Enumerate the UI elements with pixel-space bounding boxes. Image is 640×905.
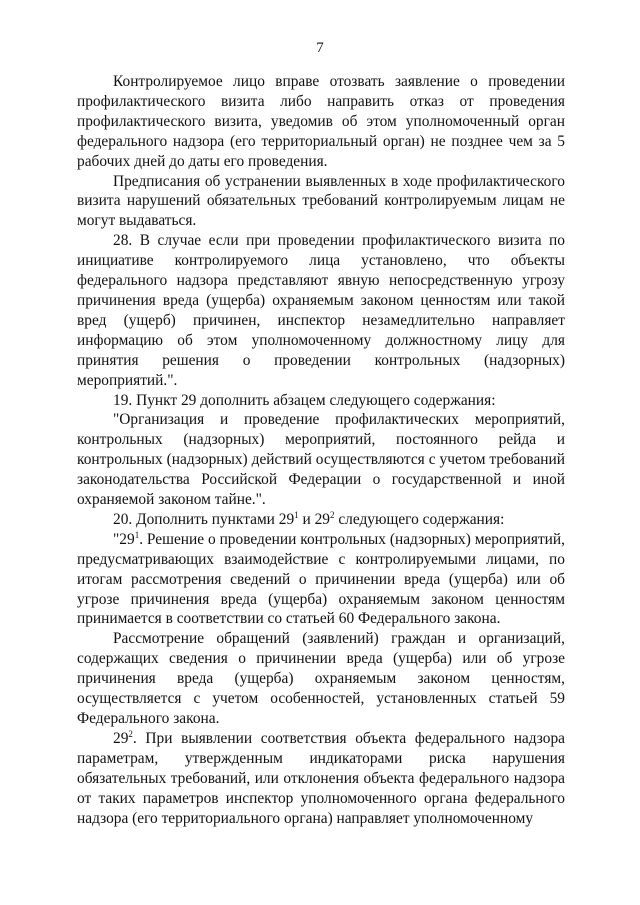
superscript-1: 1	[134, 529, 140, 540]
superscript-2: 2	[128, 728, 133, 739]
item-29-1-number: "29	[113, 530, 135, 548]
amendment-20-text-end: следующего содержания:	[334, 510, 505, 528]
item-29-2-text: . При выявлении соответствия объекта федерального надзора параметрам, утвержденным индикаторами риска нарушения обязательных требований, или отклонения объекта федерального надзора от таких параметров инспектор уполномоченного органа федерального надзора (его территориального органа) направляет уполномоченному	[77, 729, 565, 827]
paragraph-amendment-19: 19. Пункт 29 дополнить абзацем следующего содержания:	[113, 391, 496, 409]
item-29-1-text: . Решение о проведении контрольных (надзорных) мероприятий, предусматривающих взаимодействие с контролируемыми лицами, по итогам рассмотрения сведений о причинении вреда (ущерба) или об угрозе причинения вреда (ущерба) охраняемым законом ценностям принимается в соответствии со статьей 60 Федерального закона.	[77, 530, 565, 628]
paragraph-state-secret: "Организация и проведение профилактических мероприятий, контрольных (надзорных) мероприятий, постоянного рейда и контрольных (надзорных) действий осуществляются с учетом требований законодательства Российской Федерации о государственной и иной охраняемой законом тайне.".	[77, 411, 565, 509]
paragraph-complaints-review: Рассмотрение обращений (заявлений) граждан и организаций, содержащих сведения о причинении вреда (ущерба) или об угрозе причинения вреда (ущерба) охраняемым законом ценностям, осуществляется с учетом особенностей, установленных статьей 59 Федерального закона.	[77, 630, 565, 727]
page-number: 7	[316, 40, 324, 56]
paragraph-withdraw-application: Контролируемое лицо вправе отозвать заявление о проведении профилактического визита либо направить отказ от проведения профилактического визита, уведомив об этом уполномоченный орган федерального надзора (его территориальный орган) не позднее чем за 5 рабочих дней до даты его проведения.	[77, 73, 565, 170]
item-29-2-number: 29	[113, 729, 129, 747]
document-body	[77, 72, 565, 828]
superscript-1: 1	[294, 509, 299, 520]
paragraph-item-29-1	[77, 530, 565, 630]
amendment-20-text-start: 20. Дополнить пунктами 29	[113, 510, 295, 528]
paragraph-orders-prohibited: Предписания об устранении выявленных в ходе профилактического визита нарушений обязательных требований контролируемым лицам не могут выдаваться.	[77, 172, 565, 230]
paragraph-item-28: 28. В случае если при проведении профилактического визита по инициативе контролируемого лица установлено, что объекты федерального надзора представляют явную непосредственную угрозу причинения вреда (ущерба) охраняемым законом ценностям или такой вред (ущерб) причинен, инспектор незамедлительно направляет информацию об этом уполномоченному должностному лицу для принятия решения о проведении контрольных (надзорных) мероприятий.".	[77, 232, 565, 389]
superscript-2: 2	[329, 509, 335, 520]
amendment-20-text-middle: и 29	[298, 510, 330, 528]
paragraph-amendment-20	[77, 510, 565, 530]
paragraph-item-29-2	[77, 729, 565, 829]
